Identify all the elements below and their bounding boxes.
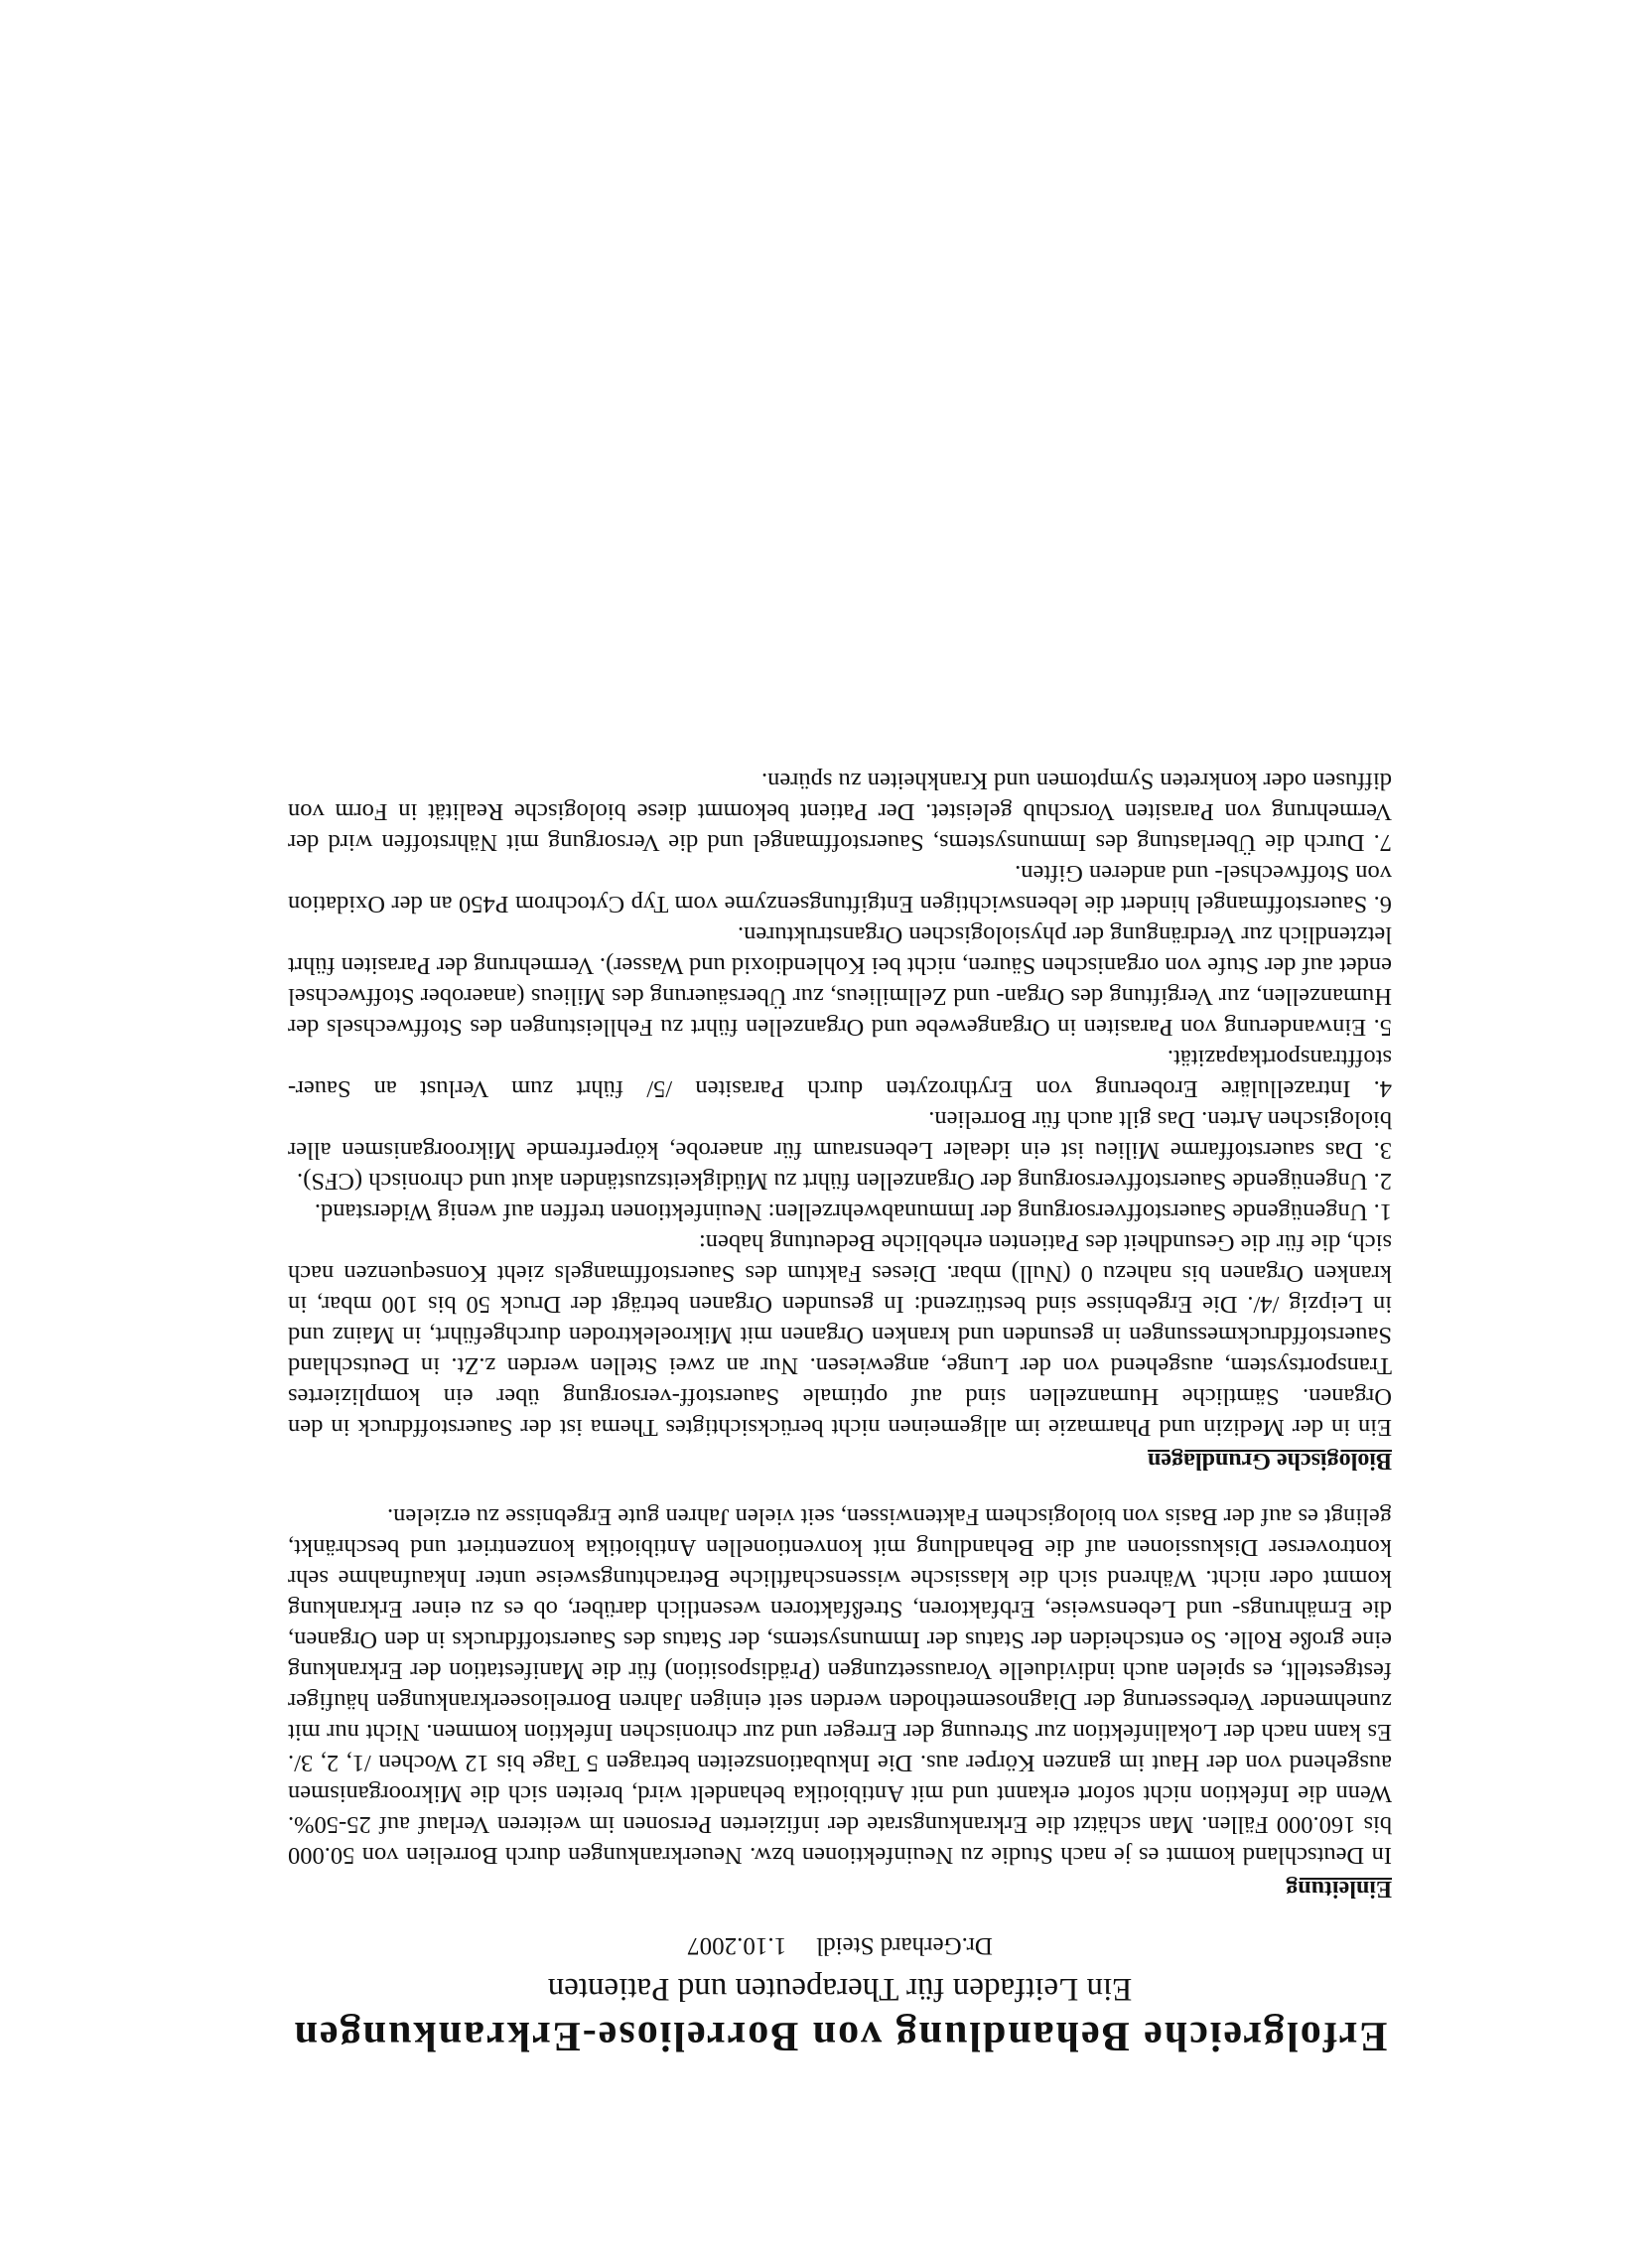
- list-item: 6. Sauerstoffmangel hindert die lebenswichtigen Entgiftungsenzyme vom Typ Cytochrom P450 an der Oxidation von Stoffwechsel- und anderen Giften.: [288, 860, 1392, 918]
- list-item: 1. Ungenügende Sauerstoffversorgung der Immunabwehrzellen: Neuinfektionen treffen auf wenig Widerstand.: [314, 1199, 1392, 1225]
- section-heading-grundlagen: Biologische Grundlagen: [1147, 1448, 1392, 1474]
- document-subtitle: Ein Leitfaden für Therapeuten und Patienten: [547, 1971, 1133, 2007]
- paragraph-einleitung: In Deutschland kommt es je nach Studie zu Neuinfektionen bzw. Neuerkrankungen durch Borrelien von 50.000 bis 160.000 Fällen. Man schätzt die Erkrankungsrate der infizierten Personen im weiteren Verlauf auf 25-50%. Wenn die Infektion nicht sofort erkannt und mit Antibiotika behandelt wird, breiten sich die Mikroorganismen ausgehend von der Haut im ganzen Körper aus. Die Inkubationszeiten betragen 5 Tage bis 12 Wochen /1, 2, 3/. Es kann nach der Lokalinfektion zur Streuung der Erreger und zur chronischen Infektion kommen. Nicht nur mit zunehmender Verbesserung der Diagnosemethoden werden seit einigen Jahren Borrelioseerkrankungen häufiger festgestellt, es spielen auch individuelle Voraussetzungen (Prädisposition) für die Manifestation der Erkrankung eine große Rolle. So entscheiden der Status der Immunsystems, der Status des Sauerstoffdrucks in den Organen, die Ernährungs- und Lebensweise, Erbfaktoren, Streßfaktoren wesentlich darüber, ob es zu einer Erkrankung kommt oder nicht. Während sich die klassische wissenschaftliche Betrachtungsweise unter Inkaufnahme sehr kontroverser Diskussionen auf die Behandlung mit konventionellen Antibiotika konzentriert und beschränkt, gelingt es auf der Basis von biologischem Faktenwissen, seit vielen Jahren gute Ergebnisse zu erzielen.: [288, 1503, 1392, 1869]
- document-date: 1.10.2007: [687, 1932, 787, 1959]
- list-item: 5. Einwanderung von Parasiten in Organgewebe und Organzellen führt zu Fehlleistungen des Stoffwechsels der Humanzellen, zur Vergiftung des Organ- und Zellmilieus, zur Übersäuerung des Milieus (anaerober Stoffwechsel endet auf der Stufe von organischen Säuren, nicht bei Kohlendioxid und Wasser). Vermehrung der Parasiten führt letztendlich zur Verdrängung der physiologischen Organstrukturen.: [288, 921, 1392, 1041]
- list-item: 3. Das sauerstoffarme Milieu ist ein idealer Lebensraum für anaerobe, körperfremde Mikroorganismen aller biologischen Arten. Das gilt auch für Borrelien.: [288, 1106, 1392, 1164]
- section-heading-einleitung: Einleitung: [1286, 1876, 1392, 1902]
- list-item: 2. Ungenügende Sauerstoffversorgung der Organzellen führt zu Müdigkeitszuständen akut und chronisch (CFS).: [297, 1168, 1392, 1195]
- paragraph-grundlagen: Ein in der Medizin und Pharmazie im allgemeinen nicht berücksichtigtes Thema ist der Sauerstoffdruck in den Organen. Sämtliche Humanzellen sind auf optimale Sauerstoff-versorgung über ein kompliziertes Transportsystem, ausgehend von der Lunge, angewiesen. Nur an zwei Stellen werden z.Zt. in Deutschland Sauerstoffdruckmessungen in gesunden und kranken Organen mit Mikroelektroden durchgeführt, in Mainz und in Leipzig /4/. Die Ergebnisse sind bestürzend: In gesunden Organen beträgt der Druck 50 bis 100 mbar, in kranken Organen bis nahezu 0 (Null) mbar. Dieses Faktum des Sauerstoffmangels zieht Konsequenzen nach sich, die für die Gesundheit des Patienten erhebliche Bedeutung haben:: [288, 1229, 1392, 1441]
- consequences-list: [288, 766, 1392, 1227]
- document-body: [288, 766, 1392, 2060]
- author-name: Dr.Gerhard Steidl: [816, 1932, 993, 1959]
- document-meta: [288, 1929, 1392, 1961]
- list-item: 7. Durch die Überlastung des Immunsystems, Sauerstoffmangel und die Versorgung mit Nährstoffen wird der Vermehrung von Parasiten Vorschub geleistet. Der Patient bekommt diese biologische Realität in Form von diffusen oder konkreten Symptomen und Krankheiten zu spüren.: [288, 768, 1392, 856]
- list-item: 4. Intrazelluläre Eroberung von Erythrozyten durch Parasiten /5/ führt zum Verlust an Sauer-stofftransportkapazität.: [288, 1045, 1392, 1102]
- document-title: Erfolgreiche Behandlung von Borreliose-Erkrankungen: [292, 2013, 1388, 2058]
